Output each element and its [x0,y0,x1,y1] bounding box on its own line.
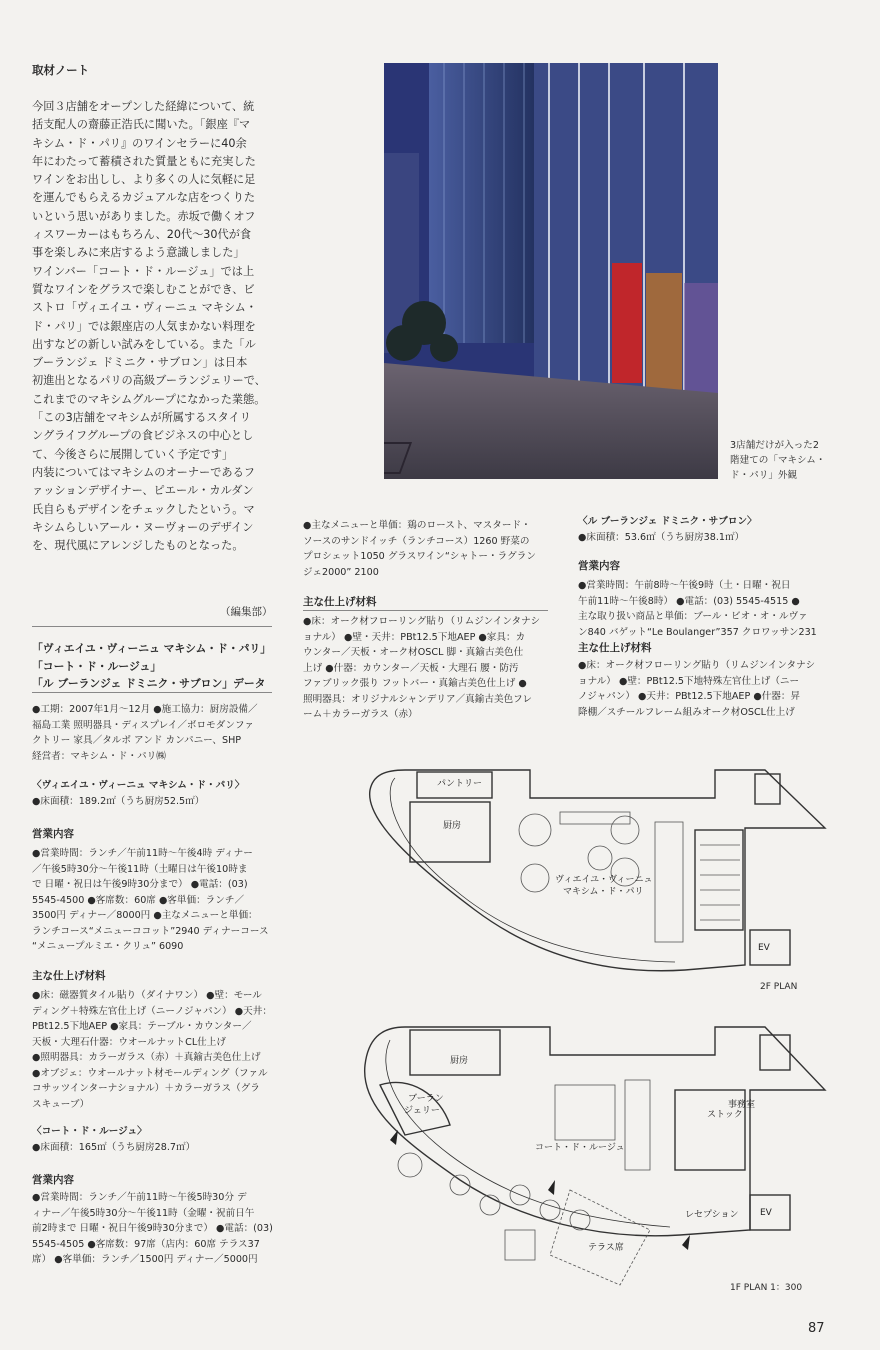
text-line: ●床：オーク材フローリング貼り（リムジンインタナシ [303,616,541,627]
photo-caption [730,438,850,483]
text-line: ィナー／午後5時30分～午後11時（金曜・祝前日午 [32,1207,255,1219]
cr-title: 〈コート・ド・ルージュ〉 [32,1126,147,1137]
plan2f-label: ヴィエイユ・ヴィーニュ [555,875,653,885]
text-line: 上げ ●什器：カウンター／天板・大理石 腰・防汚 [303,662,519,674]
cr-ops [32,1190,277,1268]
text-line: ●照明器具：カラーガラス（赤）＋真鍮古美色仕上げ [32,1052,261,1063]
divider [303,610,548,611]
plan1f-label: ジェリー [404,1106,440,1116]
text-line: 氏自らもデザインをチェックしたという。マ [32,502,255,516]
text-line: ●オブジェ：ウオールナット材モールディング（ファル [32,1067,268,1079]
page-number: 87 [808,1321,825,1336]
plan1f-caption: 1F PLAN 1：300 [730,1283,803,1293]
text-line: スキューブ） [32,1098,90,1110]
notes-heading: 取材ノート [32,63,90,77]
plan1f-label: ストック [707,1110,743,1120]
text-line: で 日曜・祝日は午後9時30分まで） ●電話：(03) [32,879,248,890]
text-line: 福島工業 照明器具・ディスプレイ／ボロモダンファ [32,719,254,731]
text-line: いという思いがありました。赤坂で働くオフ [32,209,256,223]
text-line: ●床：オーク材フローリング貼り（リムジンインタナシ [578,660,816,671]
text-line: ソースのサンドイッチ（ランチコース）1260 野菜の [303,535,530,547]
text-line: キシムらしいアール・ヌーヴォーのデザイン [32,520,254,534]
text-line: ディング＋特殊左官仕上げ（ニーノジャパン） ●天井： [32,1005,272,1017]
building-exterior-photo [384,63,718,479]
middle-fin-heading: 主な仕上げ材料 [303,596,377,608]
vv-fin-heading: 主な仕上げ材料 [32,970,106,982]
cr-area: ●床面積：165㎡（うち厨房28.7㎡） [32,1142,196,1153]
plan2f-label: EV [758,943,770,953]
text-line: 降棚／スチールフレーム組みオーク材OSCL仕上げ [578,706,795,718]
text-line: 前2時まで 日曜・祝日午後9時30分まで） ●電話：(03) [32,1223,273,1234]
text-line: 初進出となるパリの高級ブーランジェリーで、 [32,374,266,388]
right-fin-heading: 主な仕上げ材料 [578,642,652,654]
right-ops [578,578,828,640]
plan2f-label: マキシム・ド・パリ [563,887,644,897]
text-line: 内装についてはマキシムのオーナーであるフ [32,465,255,479]
text-line: を運んでもらえるカジュアルな店をつくりた [32,191,256,205]
text-line: ファブリック張り フットバー・真鍮古美色仕上げ ● [303,678,527,689]
floor-plan-1f [320,1005,840,1305]
text-line: ーム＋カラーガラス（赤） [303,709,418,720]
vv-fin [32,988,277,1112]
text-line: 経営者：マキシム・ド・パリ㈱ [32,750,166,762]
text-line: 主な取り扱い商品と単価：ブール・ビオ・オ・ルヴァ [578,611,808,622]
right-title: 〈ル ブーランジェ ドミニク・サブロン〉 [578,516,757,527]
text-line: 天板・大理石什器：ウオールナットCL仕上げ [32,1036,226,1048]
text-line: ／午後5時30分～午後11時（土曜日は午後10時ま [32,863,248,875]
text-line: ●床：磁器質タイル貼り（ダイナワン） ●壁：モール [32,990,262,1001]
text-line: コサッツインターナショナル）＋カラーガラス（グラ [32,1083,260,1094]
text-line: ァッションデザイナー、ピエール・カルダン [32,484,254,498]
plan1f-label: 事務室 [728,1100,756,1110]
text-line: 今回３店舗をオープンした経緯について、統 [32,100,255,113]
text-line: ィスワーカーはもちろん、20代～30代が食 [32,228,252,242]
text-line: 年にわたって蓄積された質量ともに充実した [32,154,256,168]
text-line: 括支配人の齋藤正浩氏に聞いた。「銀座『マ [32,118,251,132]
plan1f-label: レセプション [685,1210,739,1220]
middle-menu [303,518,553,580]
text-line: “メニュープルミエ・クリュ” 6090 [32,941,184,952]
text-line: ョナル） ●壁・天井：PBt12.5下地AEP ●家具：カ [303,631,526,643]
text-line: を、現代風にアレンジしたものとなった。 [32,539,244,553]
vv-area: ●床面積：189.2㎡（うち厨房52.5㎡） [32,796,205,807]
text-line: ●営業時間：ランチ／午前11時～午後4時 ディナー [32,848,253,859]
photo-illustration [384,63,718,479]
plan2f-caption: 2F PLAN [760,982,798,992]
text-line: これまでのマキシムグループになかった業態。 [32,392,266,406]
plan1f-label: テラス席 [588,1243,624,1253]
text-line: ングライフグループの食ビジネスの中心とし [32,429,254,443]
text-line: ノジャパン） ●天井：PBt12.5下地AEP ●什器：昇 [578,691,801,702]
text-line: ●主なメニューと単価：鶏のロースト、マスタード・ [303,520,531,531]
divider [32,626,272,627]
text-line: 質なワインをグラスで楽しむことができ、ビ [32,282,255,296]
divider [32,692,272,693]
plan2f-label: パントリー [437,779,483,789]
text-line: ウンター／天板・オーク材OSCL 脚・真鍮古美色仕 [303,647,524,658]
cr-ops-heading: 営業内容 [32,1174,74,1186]
text-line: ン840 バゲット“Le Boulanger”357 クロワッサン231 [578,626,817,638]
text-line: て、今後さらに展開していく予定です」 [32,447,234,461]
text-line: 「ヴィエイユ・ヴィーニュ マキシム・ド・パリ」 [32,642,272,655]
editor-credit: （編集部） [220,606,273,618]
text-line: ブーランジェ ドミニク・サブロン」は日本 [32,356,248,370]
text-line: ●営業時間：午前8時～午後9時（土・日曜・祝日 [578,580,791,591]
general-data [32,702,277,764]
text-line: 3店舗だけが入った2 [730,440,819,451]
text-line: 「この3店舗をマキシムが所属するスタイリ [32,411,251,425]
text-line: ●工期：2007年1月～12月 ●施工協力：厨房設備／ [32,704,258,715]
floor-plan-2f [355,750,835,990]
plan1f-label: コート・ド・ルージュ [535,1143,625,1153]
text-line: ワインをお出しし、より多くの人に気軽に足 [32,173,256,187]
text-line: PBt12.5下地AEP ●家具：テーブル・カウンター／ [32,1021,252,1032]
plan1f-label: EV [760,1208,772,1218]
vv-title: 〈ヴィエイユ・ヴィーニュ マキシム・ド・パリ〉 [32,780,245,791]
right-area: ●床面積：53.6㎡（うち厨房38.1㎡） [578,532,745,543]
vv-ops-heading: 営業内容 [32,828,74,840]
plan1f-label: 厨房 [450,1056,469,1066]
vv-ops [32,846,277,955]
text-line: 出すなどの新しい試みをしている。また「ル [32,337,256,351]
text-line: 5545-4500 ●客席数：60席 ●客単価：ランチ／ [32,894,245,906]
text-line: 3500円 ディナー／8000円 ●主なメニューと単価： [32,910,258,921]
text-line: 席） ●客単価：ランチ／1500円 ディナー／5000円 [32,1254,258,1265]
right-ops-heading: 営業内容 [578,560,620,572]
text-line: キシム・ド・パリ』のワインセラーに40余 [32,136,247,150]
text-line: プロシェット1050 グラスワイン“シャトー・ラグラン [303,551,536,562]
text-line: ランチコース“メニューココット”2940 ディナーコース [32,925,269,937]
text-line: 事を楽しみに来店するよう意識しました」 [32,246,245,260]
text-line: 5545-4505 ●客席数：97席（店内：60席 テラス37 [32,1238,260,1250]
text-line: ド・パリ」では銀座店の人気まかない料理を [32,319,256,333]
text-line: クトリー 家具／タルボ アンド カンパニー、SHP [32,735,242,746]
data-title [32,640,272,693]
text-line: ●営業時間：ランチ／午前11時～午後5時30分 デ [32,1192,247,1203]
plan2f-label: 厨房 [443,821,462,831]
notes-text [32,98,272,555]
middle-fin [303,614,553,723]
plan1f-label: ブーラン [408,1094,444,1104]
text-line: 照明器具：オリジナルシャンデリア／真鍮古美色フレ [303,693,532,705]
text-line: 午前11時～午後8時） ●電話：(03) 5545-4515 ● [578,595,800,607]
text-line: ワインバー「コート・ド・ルージュ」では上 [32,264,255,278]
text-line: ョナル） ●壁：PBt12.5下地特殊左官仕上げ（ニー [578,675,800,687]
text-line: 「ル ブーランジェ ドミニク・サブロン」データ [32,677,266,690]
text-line: ジェ2000” 2100 [303,566,379,578]
text-line: 階建ての「マキシム・ [730,455,826,466]
text-line: 「コート・ド・ルージュ」 [32,659,162,673]
right-fin [578,658,828,720]
text-line: ストロ「ヴィエイユ・ヴィーニュ マキシム・ [32,301,257,315]
text-line: ド・パリ」外観 [730,470,798,481]
